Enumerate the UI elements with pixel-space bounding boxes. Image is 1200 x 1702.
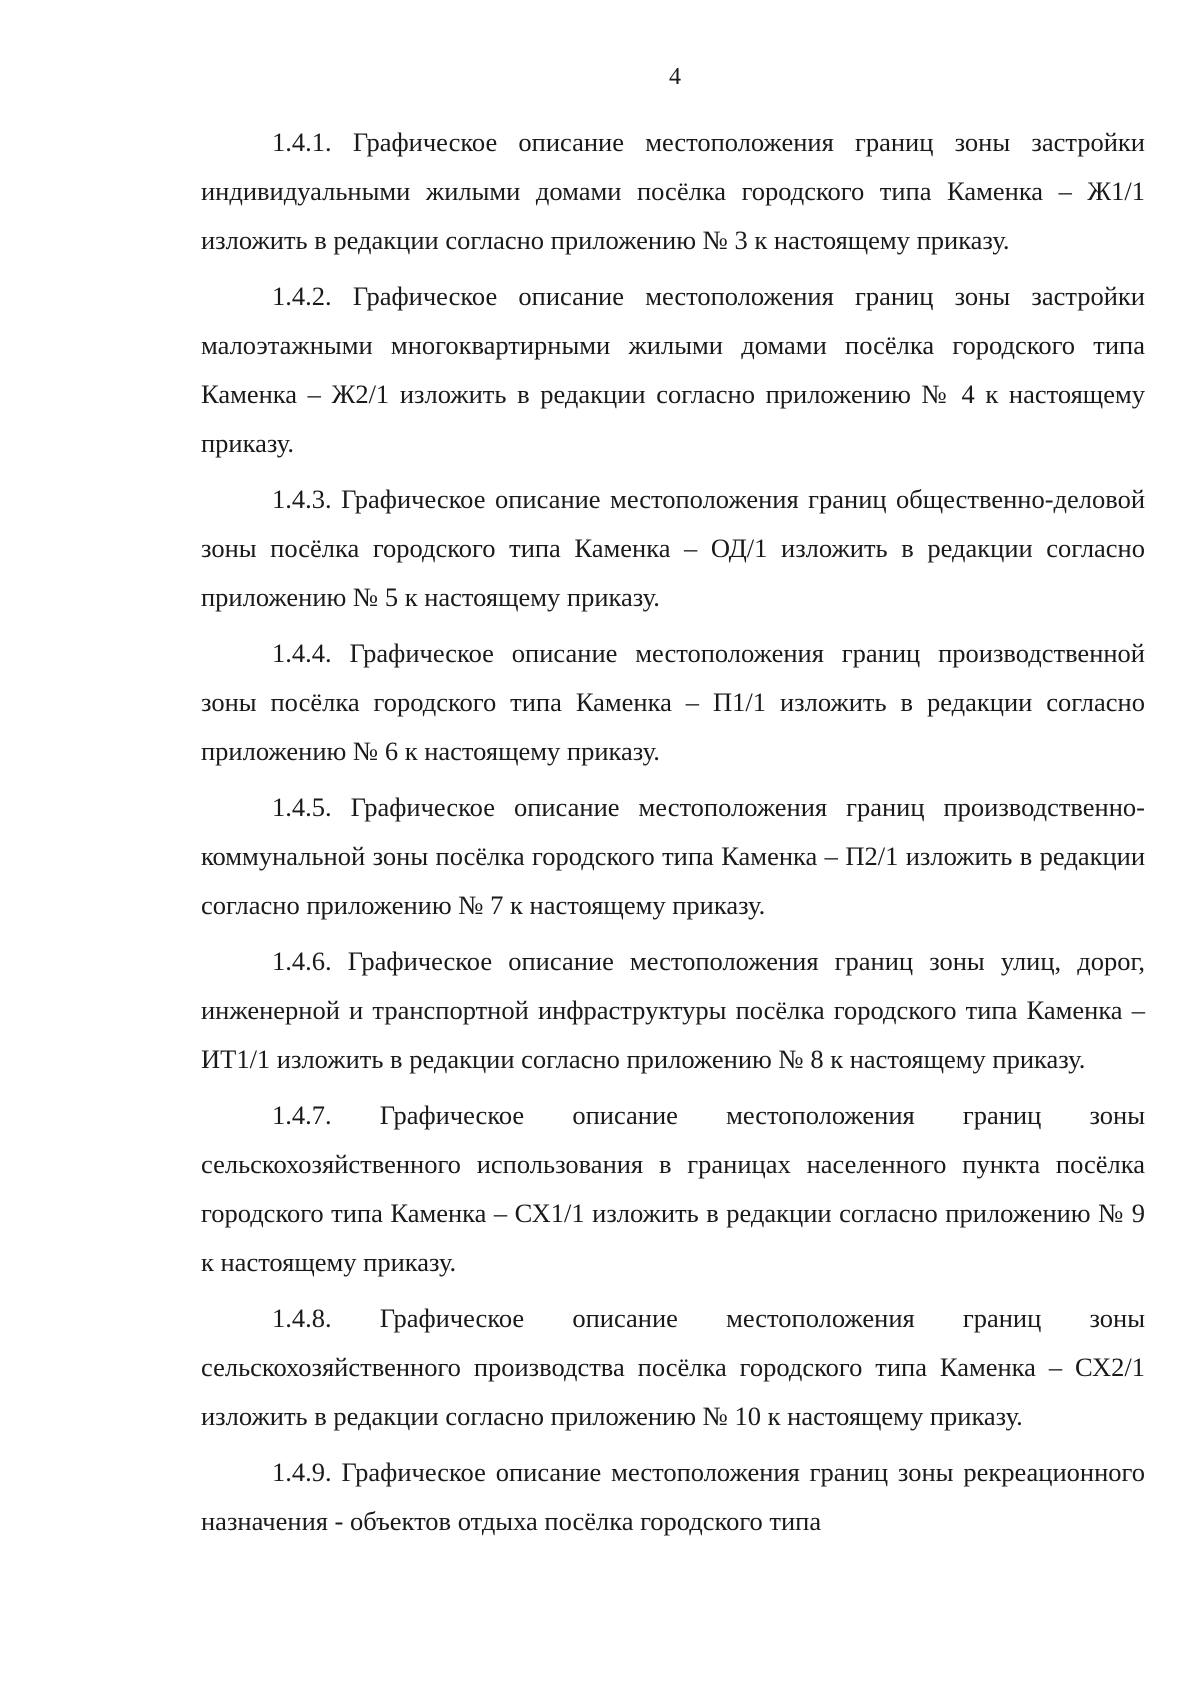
paragraph-1-4-9: 1.4.9. Графическое описание местоположения границ зоны рекреационного назначения - объектов отдыха посёлка городского типа: [201, 1457, 1145, 1536]
paragraph-1-4-4: 1.4.4. Графическое описание местоположения границ производственной зоны посёлка городского типа Каменка – П1/1 изложить в редакции согласно приложению № 6 к настоящему приказу.: [201, 638, 1145, 766]
paragraph-1-4-5: 1.4.5. Графическое описание местоположения границ производственно-коммунальной зоны посёлка городского типа Каменка – П2/1 изложить в редакции согласно приложению № 7 к настоящему приказу.: [201, 792, 1145, 920]
paragraph-1-4-1: 1.4.1. Графическое описание местоположения границ зоны застройки индивидуальными жилыми домами посёлка городского типа Каменка – Ж1/1 изложить в редакции согласно приложению № 3 к настоящему приказу.: [201, 127, 1145, 255]
page-number: 4: [669, 64, 681, 90]
paragraph-1-4-2: 1.4.2. Графическое описание местоположения границ зоны застройки малоэтажными многоквартирными жилыми домами посёлка городского типа Каменка – Ж2/1 изложить в редакции согласно приложению № 4 к настоящему приказу.: [201, 281, 1145, 458]
paragraph-1-4-3: 1.4.3. Графическое описание местоположения границ общественно-деловой зоны посёлка городского типа Каменка – ОД/1 изложить в редакции согласно приложению № 5 к настоящему приказу.: [201, 484, 1145, 612]
paragraph-1-4-6: 1.4.6. Графическое описание местоположения границ зоны улиц, дорог, инженерной и транспортной инфраструктуры посёлка городского типа Каменка – ИТ1/1 изложить в редакции согласно приложению № 8 к настоящему приказу.: [201, 946, 1145, 1074]
paragraph-1-4-7: 1.4.7. Графическое описание местоположения границ зоны сельскохозяйственного использования в границах населенного пункта посёлка городского типа Каменка – СХ1/1 изложить в редакции согласно приложению № 9 к настоящему приказу.: [201, 1100, 1145, 1277]
paragraph-1-4-8: 1.4.8. Графическое описание местоположения границ зоны сельскохозяйственного производства посёлка городского типа Каменка – СХ2/1 изложить в редакции согласно приложению № 10 к настоящему приказу.: [201, 1303, 1145, 1431]
document-body: [201, 118, 1145, 1553]
